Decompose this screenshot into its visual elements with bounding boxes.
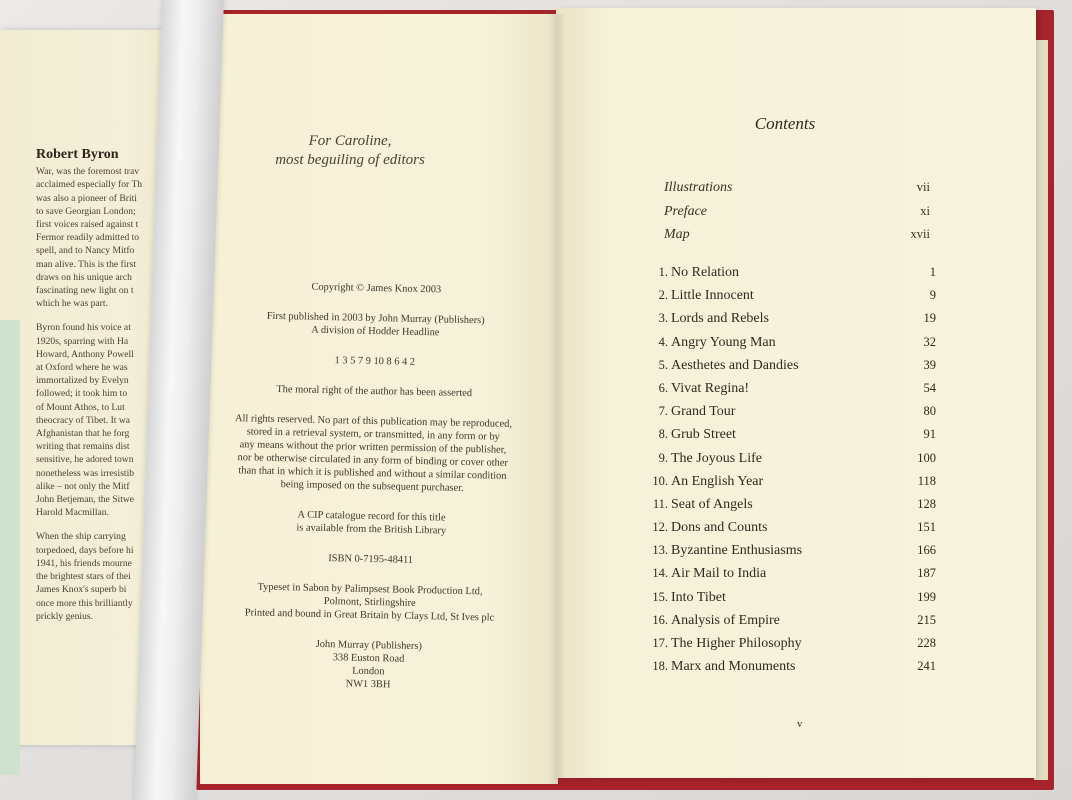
front-matter-label: Illustrations <box>664 180 733 195</box>
imprint-line: A CIP catalogue record for this title <box>297 509 446 524</box>
flap-line: 1920s, sparring with Ha <box>36 335 129 347</box>
chapter-page: 80 <box>923 404 936 419</box>
book-gutter <box>548 14 566 784</box>
chapter-number: 13. <box>652 543 668 558</box>
chapter-page: 128 <box>917 496 936 511</box>
front-matter-row <box>664 227 934 251</box>
chapter-row <box>640 311 940 334</box>
chapter-page: 241 <box>917 659 936 674</box>
chapter-page: 166 <box>917 543 936 558</box>
chapter-row <box>640 566 940 589</box>
chapter-page: 9 <box>929 288 936 303</box>
chapter-title: Grub Street <box>671 427 736 443</box>
chapter-title: Aesthetes and Dandies <box>671 357 799 373</box>
flap-line: the brightest stars of thei <box>36 571 131 583</box>
flap-line: Byron found his voice at <box>36 322 131 334</box>
front-matter-page: xvii <box>910 227 930 241</box>
moral-right: The moral right of the author has been asserted <box>276 383 473 400</box>
chapter-title: Marx and Monuments <box>671 659 796 675</box>
front-matter-row <box>664 180 934 204</box>
chapter-row <box>640 381 940 404</box>
flap-line: alike – not only the Mitf <box>36 480 130 492</box>
chapter-title: The Joyous Life <box>671 450 762 466</box>
chapter-title: Vivat Regina! <box>671 380 750 396</box>
flap-line: followed; it took him to <box>36 388 128 400</box>
imprint-line: being imposed on the subsequent purchaser. <box>280 479 464 494</box>
chapter-title: No Relation <box>671 265 740 280</box>
chapter-number: 15. <box>652 589 668 604</box>
dedication-line: For Caroline, <box>308 133 392 149</box>
chapter-number: 3. <box>658 311 668 326</box>
flap-line: once more this brilliantly <box>36 597 133 609</box>
chapter-page: 215 <box>917 612 936 627</box>
flap-line: torpedoed, days before hi <box>36 544 134 556</box>
imprint-line: NW1 3BH <box>345 678 391 691</box>
flap-line: Harold Macmillan. <box>36 507 109 519</box>
chapter-title: Angry Young Man <box>671 334 776 350</box>
imprint-line: London <box>352 665 385 678</box>
copyright-line: Copyright © James Knox 2003 <box>311 281 442 296</box>
flap-line: prickly genius. <box>36 610 94 622</box>
chapter-title: Air Mail to India <box>671 566 767 582</box>
imprint-line: is available from the British Library <box>296 522 447 537</box>
flap-line: fascinating new light on t <box>36 285 134 297</box>
flap-line: War, was the foremost trav <box>36 166 140 178</box>
flap-line: man alive. This is the first <box>36 258 137 270</box>
cip-record <box>221 507 521 539</box>
chapter-row <box>640 358 940 381</box>
flap-line: Howard, Anthony Powell <box>36 348 134 360</box>
chapter-title: Analysis of Empire <box>671 612 780 628</box>
flap-line: draws on his unique arch <box>36 271 132 283</box>
chapter-row <box>640 497 940 520</box>
front-matter-page: xi <box>920 203 930 218</box>
chapter-page: 54 <box>923 380 936 395</box>
imprint-line: Polmont, Stirlingshire <box>323 596 416 609</box>
chapter-page: 151 <box>917 520 936 535</box>
chapter-number: 11. <box>652 496 668 511</box>
flap-line: sensitive, he adored town <box>36 454 134 466</box>
chapter-row <box>640 636 940 659</box>
flap-line: theocracy of Tibet. It wa <box>36 414 131 426</box>
flap-title: Robert Byron <box>36 148 119 162</box>
imprint-line: A division of Hodder Headline <box>311 324 440 339</box>
front-matter-label: Map <box>664 227 690 242</box>
chapter-page: 100 <box>917 450 936 465</box>
page-folio: v <box>797 718 803 730</box>
flap-line: spell, and to Nancy Mitfo <box>36 245 135 257</box>
chapter-title: Dons and Counts <box>671 520 768 536</box>
flap-line: Afghanistan that he forg <box>36 428 130 440</box>
printing-line: 1 3 5 7 9 10 8 6 4 2 <box>334 355 416 368</box>
chapter-row <box>640 659 940 682</box>
chapter-row <box>640 590 940 613</box>
contents-heading: Contents <box>754 114 816 133</box>
rights-notice <box>222 412 524 496</box>
page-block-edge <box>1034 40 1048 780</box>
flap-line: John Betjeman, the Sitwe <box>36 494 135 506</box>
chapter-title: Little Innocent <box>671 288 754 304</box>
chapter-page: 32 <box>923 334 936 349</box>
chapter-title: An English Year <box>671 473 764 489</box>
imprint-line: nor be otherwise circulated in any form of binding or cover other <box>237 452 508 469</box>
chapter-number: 7. <box>658 404 668 419</box>
dedication <box>250 132 450 170</box>
imprint-line: Printed and bound in Great Britain by Clays Ltd, St Ives plc <box>244 607 495 624</box>
chapter-row <box>640 427 940 450</box>
chapter-page: 187 <box>917 566 936 581</box>
flap-line: immortalized by Evelyn <box>36 375 129 387</box>
imprint-line: any means without the prior written permission of the publisher, <box>239 439 507 456</box>
chapter-number: 8. <box>658 427 668 442</box>
chapter-title: The Higher Philosophy <box>671 636 802 651</box>
flap-line: James Knox's superb bi <box>36 584 127 596</box>
flap-color-band <box>0 320 20 775</box>
chapter-number: 14. <box>652 566 668 581</box>
chapter-title: Byzantine Enthusiasms <box>671 543 803 559</box>
flap-line: was also a pioneer of Briti <box>36 192 137 204</box>
chapter-row <box>640 543 940 566</box>
flap-line: acclaimed especially for Th <box>36 179 143 191</box>
chapter-number: 1. <box>658 265 668 279</box>
chapter-title: Seat of Angels <box>671 496 753 512</box>
chapter-page: 91 <box>923 427 936 442</box>
chapter-number: 4. <box>658 334 668 349</box>
chapter-title: Lords and Rebels <box>671 311 769 327</box>
chapter-row <box>640 288 940 311</box>
chapter-page: 228 <box>917 636 936 650</box>
flap-line: Fermor readily admitted to <box>36 232 140 244</box>
chapter-number: 9. <box>658 450 668 465</box>
front-matter-page: vii <box>916 180 930 194</box>
chapter-title: Into Tibet <box>671 589 726 605</box>
imprint-line: John Murray (Publishers) <box>315 638 423 653</box>
copyright-imprint <box>218 279 527 711</box>
imprint-line: First published in 2003 by John Murray (Publishers) <box>266 310 485 327</box>
flap-line: nonetheless was irresistib <box>36 467 135 479</box>
publisher-address <box>218 636 519 694</box>
chapter-row <box>640 335 940 358</box>
imprint-line: than that in which it is published and without a similar condition <box>238 465 507 482</box>
imprint-line: Typeset in Sabon by Palimpsest Book Production Ltd, <box>257 581 483 598</box>
chapter-number: 17. <box>652 636 668 650</box>
dedication-line: most beguiling of editors <box>275 152 425 168</box>
chapter-row <box>640 404 940 427</box>
flap-line: to save Georgian London; <box>36 205 136 217</box>
chapter-list <box>640 265 940 682</box>
chapter-row <box>640 613 940 636</box>
front-matter-label: Preface <box>664 203 708 219</box>
chapter-number: 18. <box>652 659 668 674</box>
chapter-number: 10. <box>652 473 668 488</box>
chapter-page: 19 <box>923 311 936 326</box>
chapter-title: Grand Tour <box>671 404 736 420</box>
flap-line: which he was part. <box>36 298 108 310</box>
chapter-number: 12. <box>652 520 668 535</box>
flap-line: When the ship carrying <box>36 531 126 543</box>
typeset-credit <box>219 580 520 625</box>
flap-line: of Mount Athos, to Lut <box>36 401 125 413</box>
flap-line: at Oxford where he was <box>36 362 128 374</box>
chapter-page: 199 <box>917 589 936 604</box>
isbn: ISBN 0-7195-48411 <box>328 553 414 566</box>
chapter-page: 118 <box>917 473 936 488</box>
chapter-number: 16. <box>652 612 668 627</box>
flap-line: 1941, his friends mourne <box>36 557 132 569</box>
chapter-row <box>640 265 940 288</box>
front-matter-list <box>664 180 934 251</box>
chapter-number: 6. <box>658 380 668 395</box>
chapter-number: 5. <box>658 357 668 372</box>
chapter-page: 1 <box>929 265 936 279</box>
chapter-page: 39 <box>923 357 936 372</box>
chapter-number: 2. <box>658 288 668 303</box>
imprint-line: All rights reserved. No part of this publication may be reproduced, <box>234 413 513 430</box>
imprint-line: 338 Euston Road <box>332 652 405 665</box>
flap-line: first voices raised against t <box>36 219 139 231</box>
chapter-row <box>640 451 940 474</box>
flap-line: writing that remains dist <box>36 441 130 453</box>
first-published <box>225 309 525 341</box>
front-matter-row <box>664 204 934 228</box>
chapter-row <box>640 520 940 543</box>
imprint-line: stored in a retrieval system, or transmitted, in any form or by <box>246 426 500 443</box>
chapter-row <box>640 474 940 497</box>
